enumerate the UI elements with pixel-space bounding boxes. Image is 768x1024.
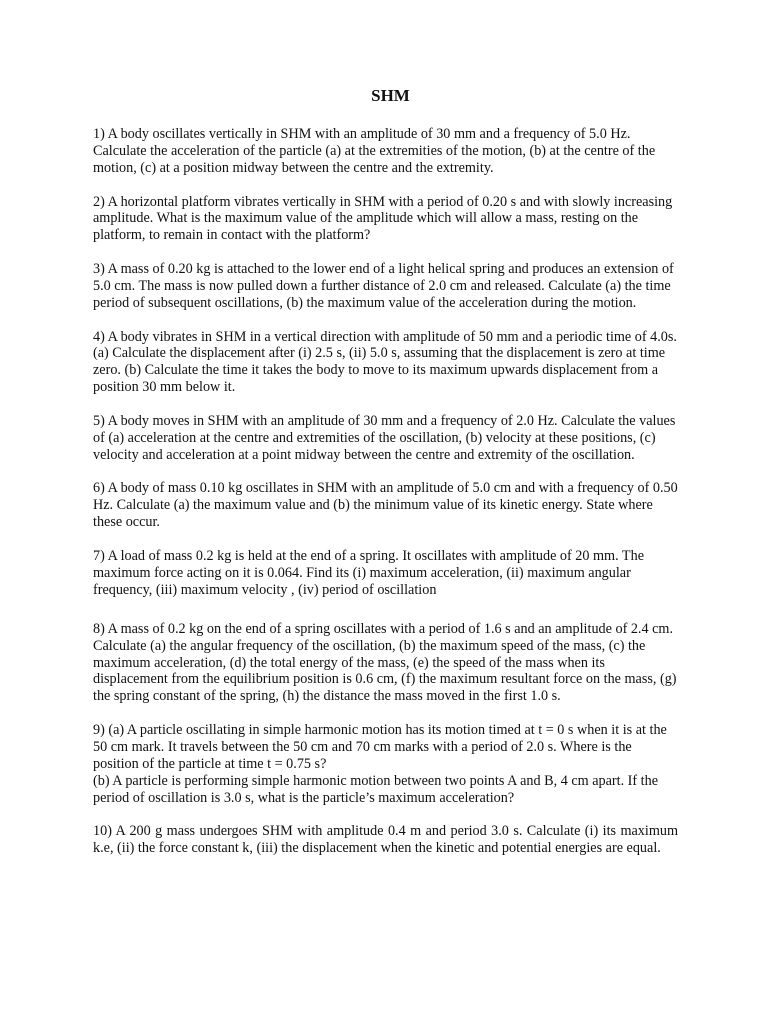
- question-text-part: (a) Calculate the displacement after (i) 2.5 s, (ii) 5.0 s, assuming that the displacement is zero at time zero. (b) Calculate the time it takes the body to move to its maximum upwards displacement from a position 30 mm below it.: [93, 345, 666, 396]
- question-text: 8) A mass of 0.2 kg on the end of a spring oscillates with a period of 1.6 s and an amplitude of 2.4 cm. Calculate (a) the angular frequency of the oscillation, (b) the maximum speed of the mass, (c) the maximum acceleration, (d) the total energy of the mass, (e) the speed of the mass when its displacement from the equilibrium position is 0.6 cm, (f) the maximum resultant force on the mass, (g) the spring constant of the spring, (h) the distance the mass moved in the first 1.0 s.: [93, 620, 677, 705]
- question-8: [93, 621, 678, 706]
- question-10: [93, 823, 678, 857]
- page-title: SHM: [371, 86, 410, 105]
- question-text: 2) A horizontal platform vibrates vertically in SHM with a period of 0.20 s and with slowly increasing amplitude. What is the maximum value of the amplitude which will allow a mass, resting on the platform, to remain in contact with the platform?: [93, 193, 673, 244]
- question-text: 9) (a) A particle oscillating in simple harmonic motion has its motion timed at t = 0 s when it is at the 50 cm mark. It travels between the 50 cm and 70 cm marks with a period of 2.0 s. Where is the position of the particle at time t = 0.75 s?: [93, 722, 667, 772]
- question-text: 4) A body vibrates in SHM in a vertical direction with amplitude of 50 mm and a periodic time of 4.0s.: [93, 328, 677, 345]
- question-text: 3) A mass of 0.20 kg is attached to the lower end of a light helical spring and produces an extension of 5.0 cm. The mass is now pulled down a further distance of 2.0 cm and released. Calculate (a) the time period of subsequent oscillations, (b) the maximum value of the acceleration during the motion.: [93, 261, 674, 311]
- question-5: [93, 413, 678, 464]
- question-9: [93, 722, 678, 807]
- question-text: 5) A body moves in SHM with an amplitude of 30 mm and a frequency of 2.0 Hz. Calculate the values of (a) acceleration at the centre and extremities of the oscillation, (b) velocity at these positions, (c) velocity and acceleration at a point midway between the centre and extremity of the oscillation.: [93, 412, 676, 463]
- question-text-part: (b) A particle is performing simple harmonic motion between two points A and B, 4 cm apart. If the period of oscillation is 3.0 s, what is the particle’s maximum acceleration?: [93, 772, 659, 806]
- question-7: [93, 548, 678, 599]
- question-3: [93, 261, 678, 312]
- question-1: [93, 126, 678, 177]
- question-text: 7) A load of mass 0.2 kg is held at the end of a spring. It oscillates with amplitude of 20 mm. The maximum force acting on it is 0.064. Find its (i) maximum acceleration, (ii) maximum angular frequency, (iii) maximum velocity , (iv) period of oscillation: [93, 548, 644, 598]
- question-6: [93, 480, 678, 531]
- question-2: [93, 194, 678, 245]
- question-text: 6) A body of mass 0.10 kg oscillates in SHM with an amplitude of 5.0 cm and with a frequency of 0.50 Hz. Calculate (a) the maximum value and (b) the minimum value of its kinetic energy. State where these occur.: [93, 480, 678, 531]
- question-text: 10) A 200 g mass undergoes SHM with amplitude 0.4 m and period 3.0 s. Calculate (i) its maximum k.e, (ii) the force constant k, (iii) the displacement when the kinetic and potential energies are equal.: [93, 823, 678, 857]
- question-4: [93, 329, 678, 397]
- question-text: 1) A body oscillates vertically in SHM with an amplitude of 30 mm and a frequency of 5.0 Hz. Calculate the acceleration of the particle (a) at the extremities of the motion, (b) at the centre of the motion, (c) at a position midway between the centre and the extremity.: [93, 126, 656, 176]
